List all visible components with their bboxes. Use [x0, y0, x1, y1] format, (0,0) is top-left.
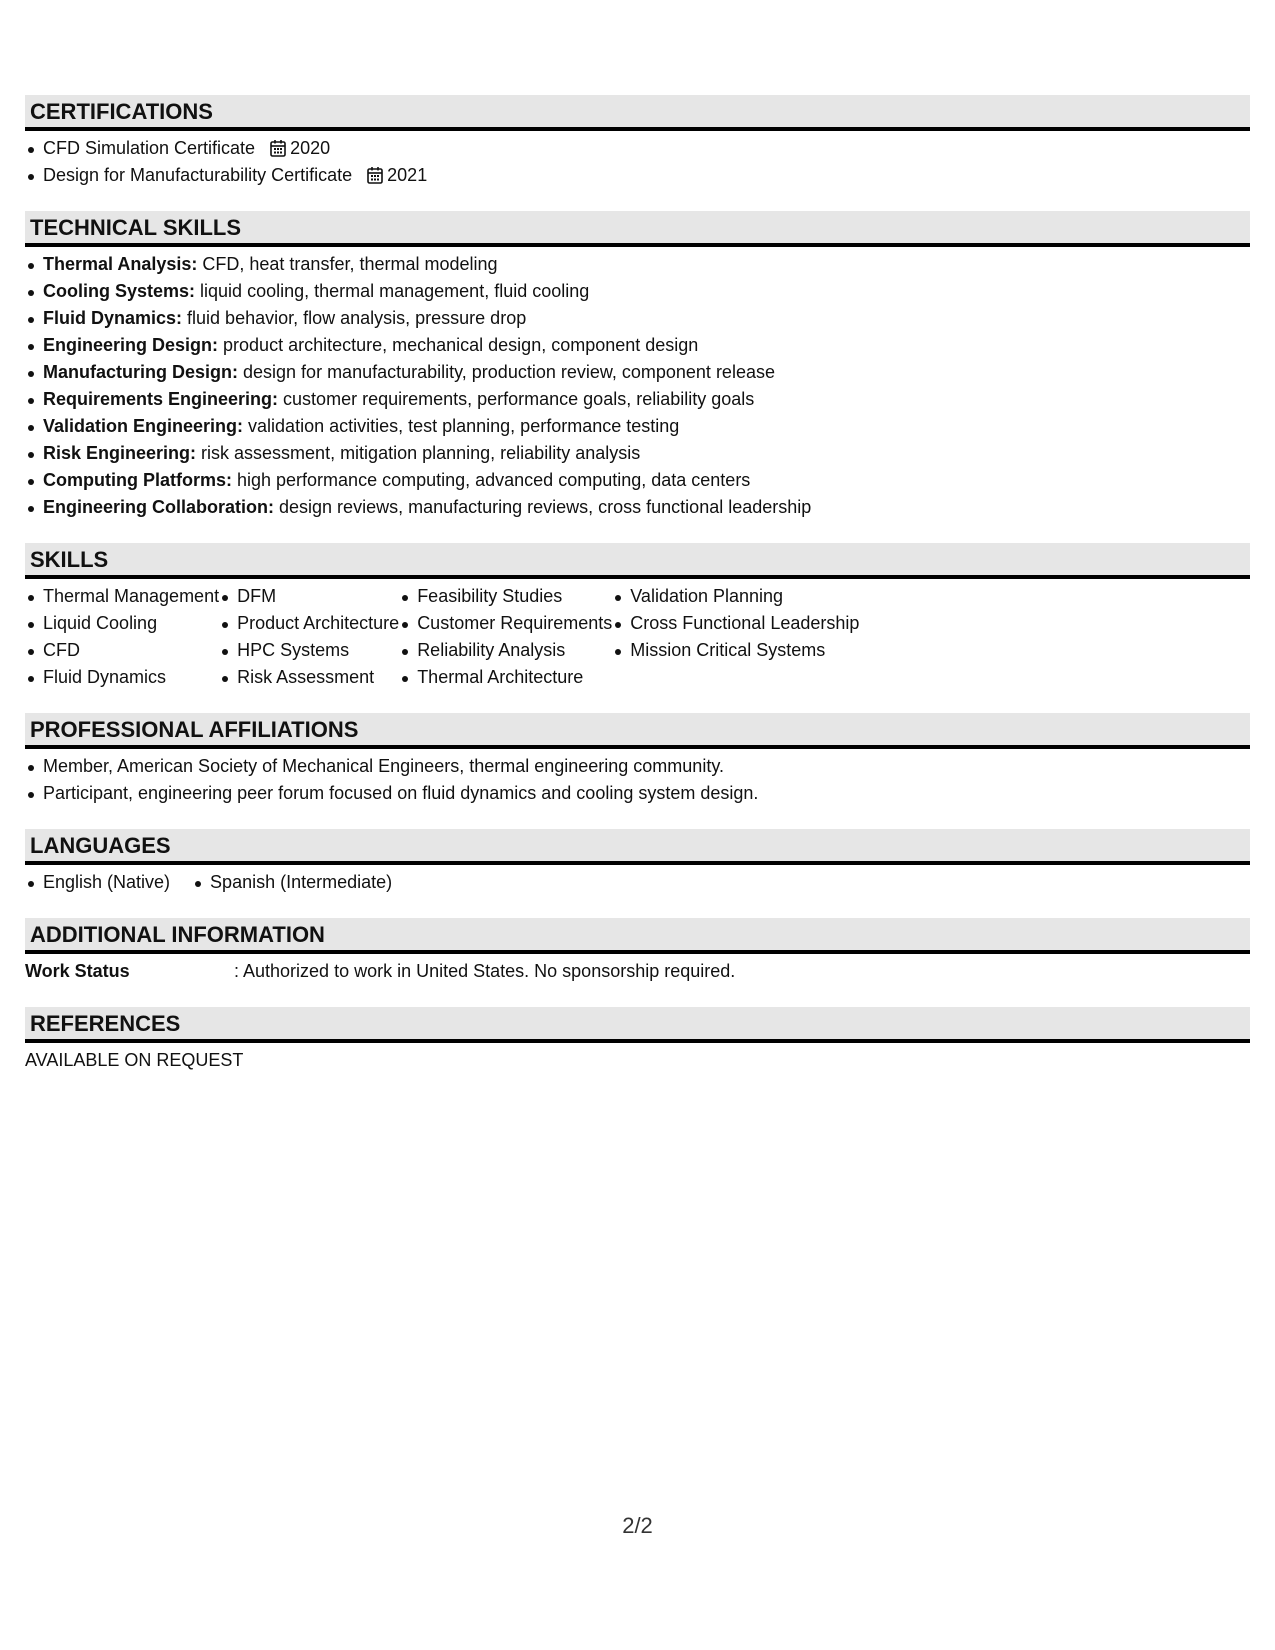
affiliations-section — [25, 713, 1250, 807]
references-text: AVAILABLE ON REQUEST — [25, 1050, 244, 1070]
skill-category: Computing Platforms: — [43, 470, 232, 490]
skill-category: Manufacturing Design: — [43, 362, 239, 382]
list-item — [25, 278, 1250, 305]
list-item — [25, 467, 1250, 494]
skill-category: Validation Engineering: — [43, 416, 244, 436]
skill-category: Engineering Collaboration: — [43, 497, 275, 517]
list-item: Liquid Cooling — [25, 610, 219, 637]
affiliations-heading: PROFESSIONAL AFFILIATIONS — [25, 713, 1250, 749]
resume-page — [25, 95, 1250, 1096]
list-item: Reliability Analysis — [399, 637, 612, 664]
technical-skills-list — [25, 251, 1250, 521]
list-item: Validation Planning — [612, 583, 859, 610]
list-item: Spanish (Intermediate) — [192, 869, 392, 896]
list-item — [25, 413, 1250, 440]
certifications-section — [25, 95, 1250, 189]
list-item: DFM — [219, 583, 399, 610]
certificate-name: Design for Manufacturability Certificate — [43, 165, 353, 185]
additional-info-heading: ADDITIONAL INFORMATION — [25, 918, 1250, 954]
list-item: HPC Systems — [219, 637, 399, 664]
list-item: Fluid Dynamics — [25, 664, 219, 691]
skills-heading: SKILLS — [25, 543, 1250, 579]
skill-details: risk assessment, mitigation planning, reliability analysis — [196, 443, 641, 463]
skill-details: validation activities, test planning, performance testing — [243, 416, 680, 436]
certifications-list — [25, 135, 1250, 189]
references-heading: REFERENCES — [25, 1007, 1250, 1043]
skill-category: Risk Engineering: — [43, 443, 197, 463]
certifications-heading: CERTIFICATIONS — [25, 95, 1250, 131]
list-item: Customer Requirements — [399, 610, 612, 637]
list-item — [25, 359, 1250, 386]
page-number: 2/2 — [622, 1513, 653, 1538]
languages-section — [25, 829, 1250, 896]
languages-heading: LANGUAGES — [25, 829, 1250, 865]
calendar-icon — [270, 139, 286, 157]
list-item: Member, American Society of Mechanical Engineers, thermal engineering community. — [25, 753, 1250, 780]
list-item: Risk Assessment — [219, 664, 399, 691]
technical-skills-section — [25, 211, 1250, 521]
skill-details: fluid behavior, flow analysis, pressure drop — [182, 308, 527, 328]
skill-category: Engineering Design: — [43, 335, 219, 355]
list-item — [25, 251, 1250, 278]
certificate-year: 2021 — [387, 165, 428, 185]
skill-details: customer requirements, performance goals, reliability goals — [278, 389, 755, 409]
skill-category: Thermal Analysis: — [43, 254, 198, 274]
list-item: Feasibility Studies — [399, 583, 612, 610]
list-item: Product Architecture — [219, 610, 399, 637]
references-section — [25, 1007, 1250, 1074]
skills-grid — [25, 583, 1250, 691]
list-item: CFD — [25, 637, 219, 664]
skills-column — [219, 583, 399, 691]
skills-column — [399, 583, 612, 691]
skill-details: CFD, heat transfer, thermal modeling — [197, 254, 498, 274]
skills-column — [612, 583, 859, 691]
list-item — [25, 162, 1250, 189]
work-status-label: Work Status — [25, 961, 130, 981]
affiliations-list — [25, 753, 1250, 807]
work-status-value: : Authorized to work in United States. No sponsorship required. — [234, 961, 736, 981]
certificate-year: 2020 — [290, 138, 331, 158]
certificate-name: CFD Simulation Certificate — [43, 138, 256, 158]
list-item — [25, 135, 1250, 162]
languages-list — [25, 869, 1250, 896]
list-item: Participant, engineering peer forum focused on fluid dynamics and cooling system design. — [25, 780, 1250, 807]
technical-skills-heading: TECHNICAL SKILLS — [25, 211, 1250, 247]
list-item: Mission Critical Systems — [612, 637, 859, 664]
skill-details: design reviews, manufacturing reviews, cross functional leadership — [274, 497, 812, 517]
skill-details: liquid cooling, thermal management, fluid cooling — [195, 281, 590, 301]
skills-section — [25, 543, 1250, 691]
additional-info-section — [25, 918, 1250, 985]
list-item — [25, 440, 1250, 467]
skills-column — [25, 583, 219, 691]
list-item — [25, 494, 1250, 521]
list-item: Thermal Architecture — [399, 664, 612, 691]
skill-details: high performance computing, advanced computing, data centers — [232, 470, 751, 490]
list-item — [25, 332, 1250, 359]
skill-details: product architecture, mechanical design, component design — [218, 335, 699, 355]
list-item — [25, 305, 1250, 332]
skill-category: Fluid Dynamics: — [43, 308, 183, 328]
list-item: Thermal Management — [25, 583, 219, 610]
list-item — [25, 386, 1250, 413]
calendar-icon — [367, 166, 383, 184]
list-item: English (Native) — [25, 869, 170, 896]
work-status-row — [25, 958, 1250, 985]
skill-details: design for manufacturability, production review, component release — [238, 362, 775, 382]
skill-category: Cooling Systems: — [43, 281, 196, 301]
skill-category: Requirements Engineering: — [43, 389, 279, 409]
list-item: Cross Functional Leadership — [612, 610, 859, 637]
